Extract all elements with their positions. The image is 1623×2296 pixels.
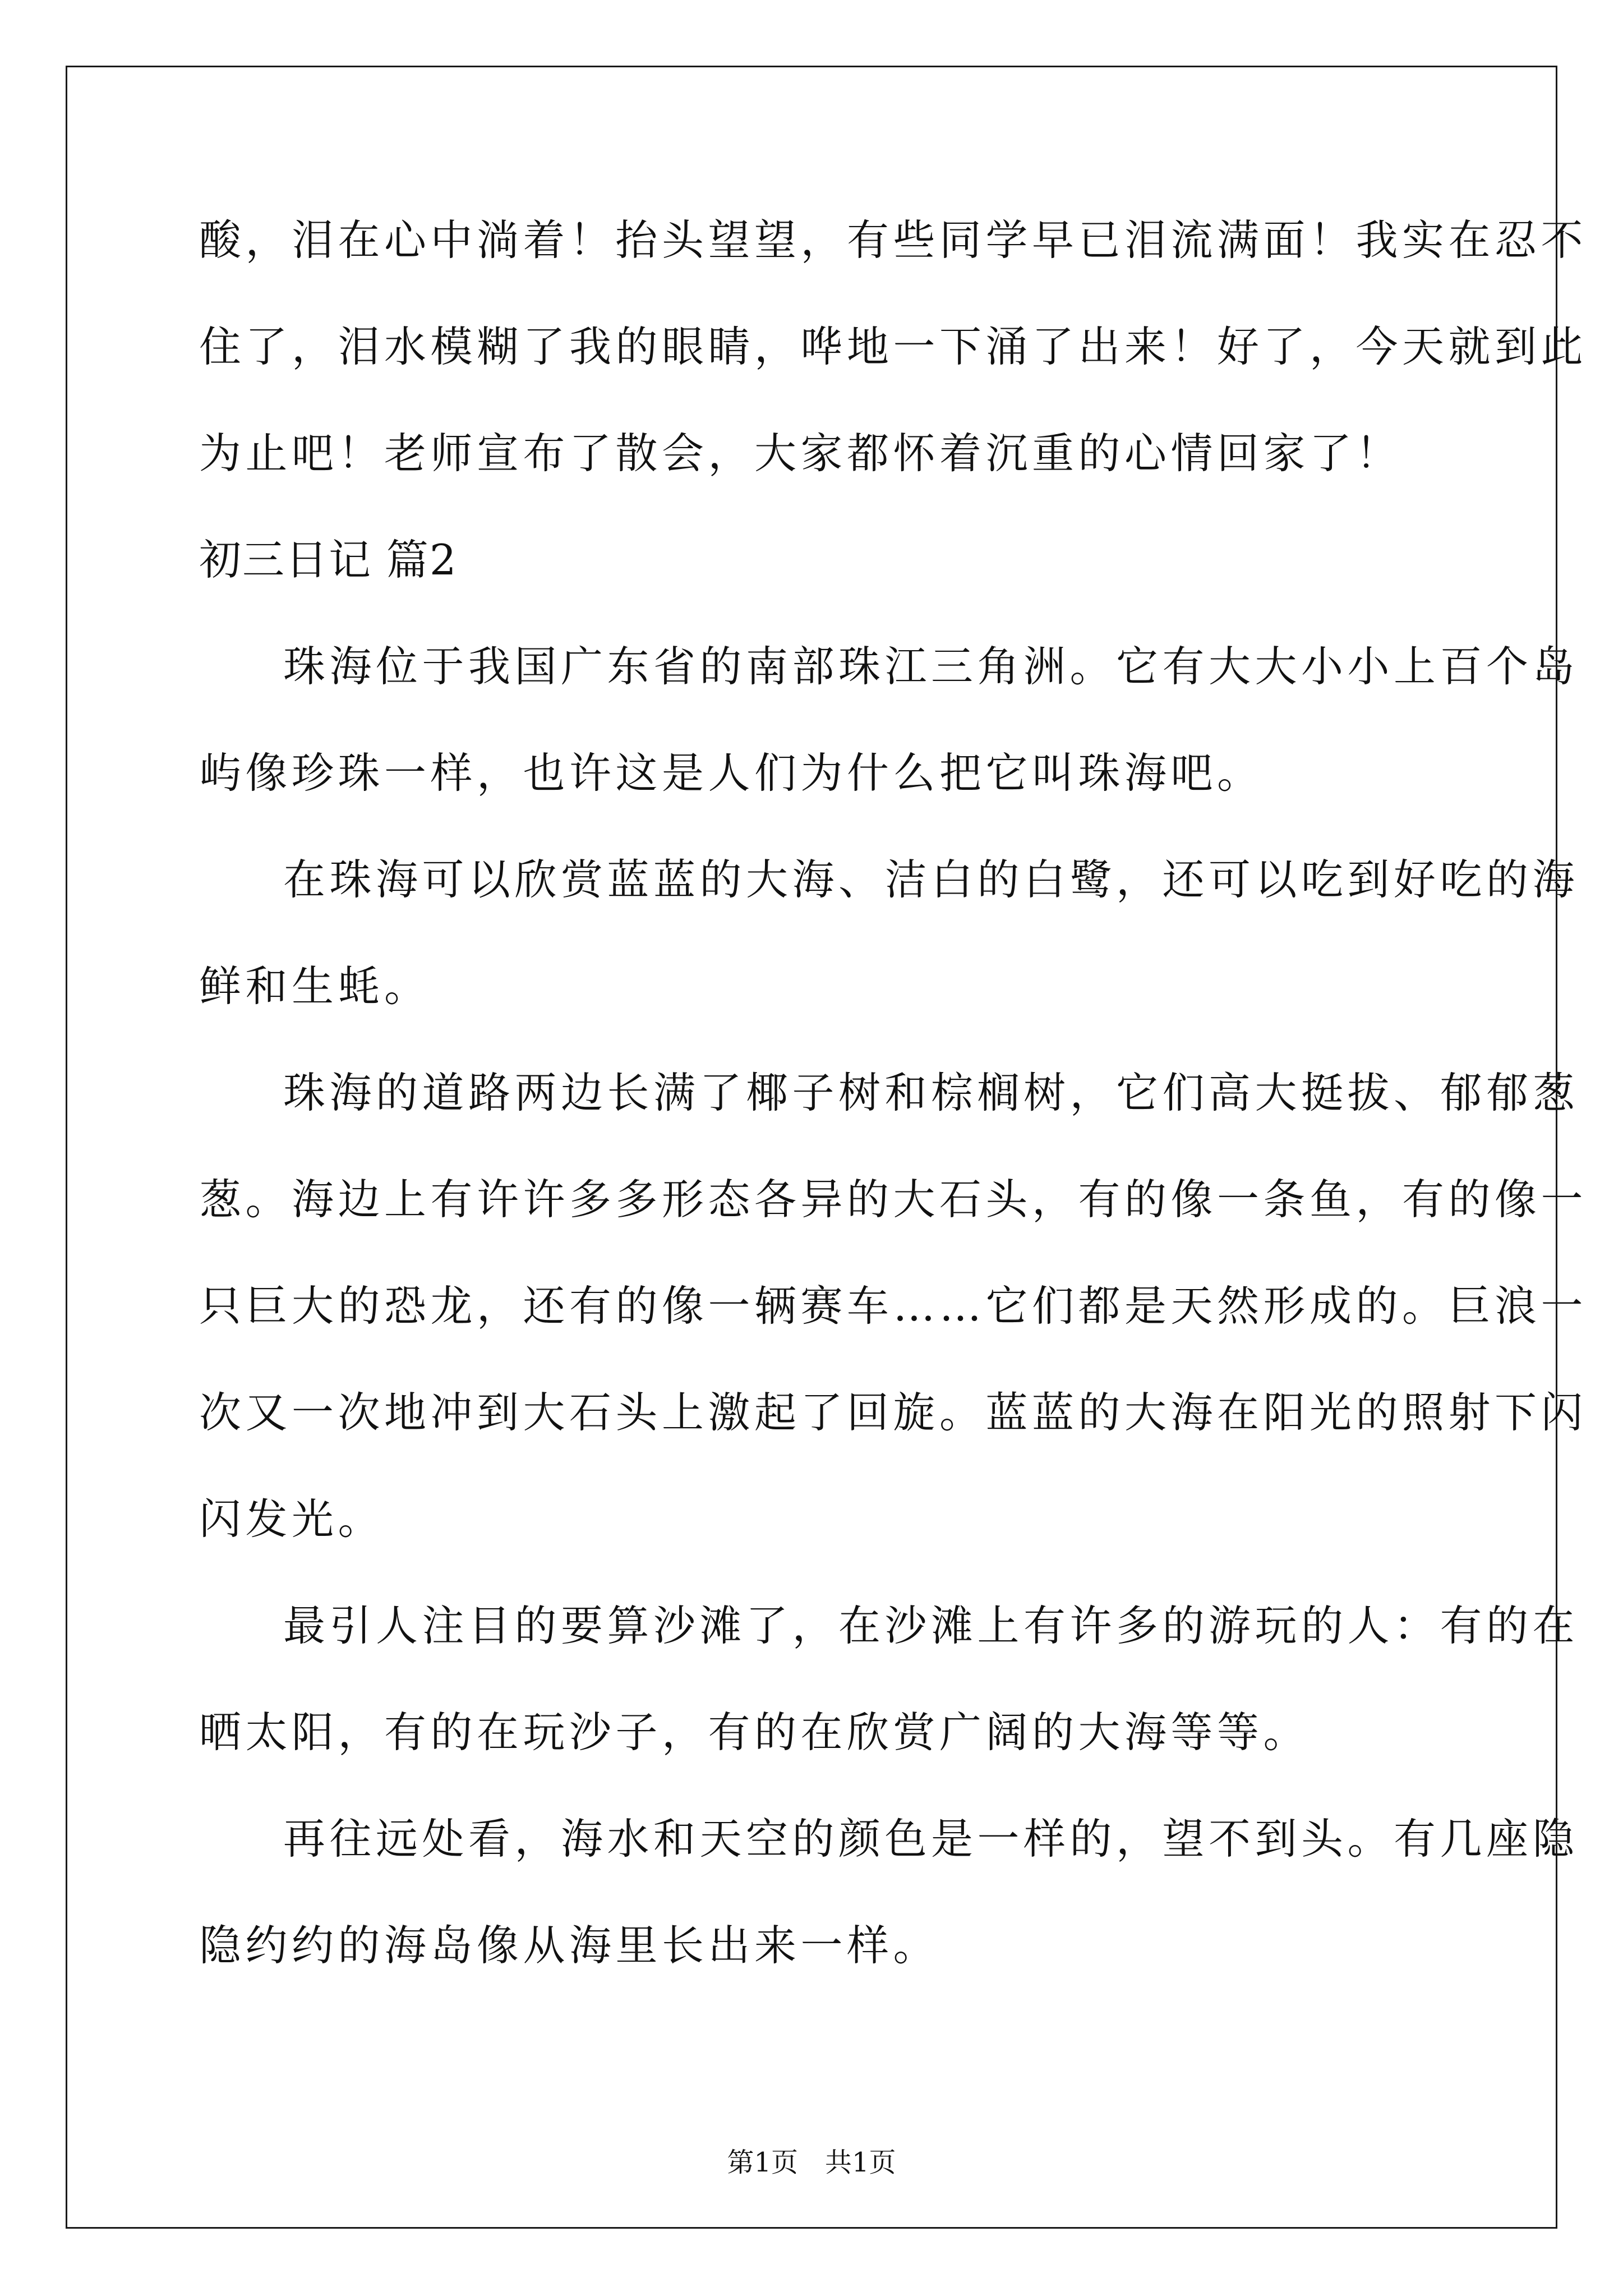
text-line: 只巨大的恐龙，还有的像一辆赛车……它们都是天然形成的。巨浪一 [199, 1281, 1588, 1331]
text-line: 鲜和生蚝。 [199, 961, 431, 1011]
document-body [199, 213, 1588, 2025]
text-line: 屿像珍珠一样，也许这是人们为什么把它叫珠海吧。 [199, 748, 1264, 798]
paragraph-first-line: 珠海位于我国广东省的南部珠江三角洲。它有大大小小上百个岛 [283, 642, 1579, 691]
page-footer: 第1页 共1页 [727, 2147, 896, 2178]
text-line: 次又一次地冲到大石头上激起了回旋。蓝蓝的大海在阳光的照射下闪 [199, 1388, 1588, 1437]
text-line: 晒太阳，有的在玩沙子，有的在欣赏广阔的大海等等。 [199, 1708, 1310, 1757]
paragraph-first-line: 再往远处看，海水和天空的颜色是一样的，望不到头。有几座隐 [283, 1814, 1579, 1864]
text-line: 隐约约的海岛像从海里长出来一样。 [199, 1921, 940, 1970]
text-line: 住了，泪水模糊了我的眼睛，哗地一下涌了出来！好了，今天就到此 [199, 322, 1588, 371]
section-heading: 初三日记 篇2 [199, 535, 458, 585]
text-line: 酸，泪在心中淌着！抬头望望，有些同学早已泪流满面！我实在忍不 [199, 215, 1588, 265]
text-line: 闪发光。 [199, 1494, 385, 1544]
paragraph-first-line: 珠海的道路两边长满了椰子树和棕榈树，它们高大挺拔、郁郁葱 [283, 1068, 1579, 1117]
text-line: 为止吧！老师宣布了散会，大家都怀着沉重的心情回家了！ [199, 429, 1403, 478]
paragraph-first-line: 在珠海可以欣赏蓝蓝的大海、洁白的白鹭，还可以吃到好吃的海 [283, 855, 1579, 904]
paragraph-first-line: 最引人注目的要算沙滩了，在沙滩上有许多的游玩的人：有的在 [283, 1601, 1579, 1650]
text-line: 葱。海边上有许许多多形态各异的大石头，有的像一条鱼，有的像一 [199, 1175, 1588, 1224]
